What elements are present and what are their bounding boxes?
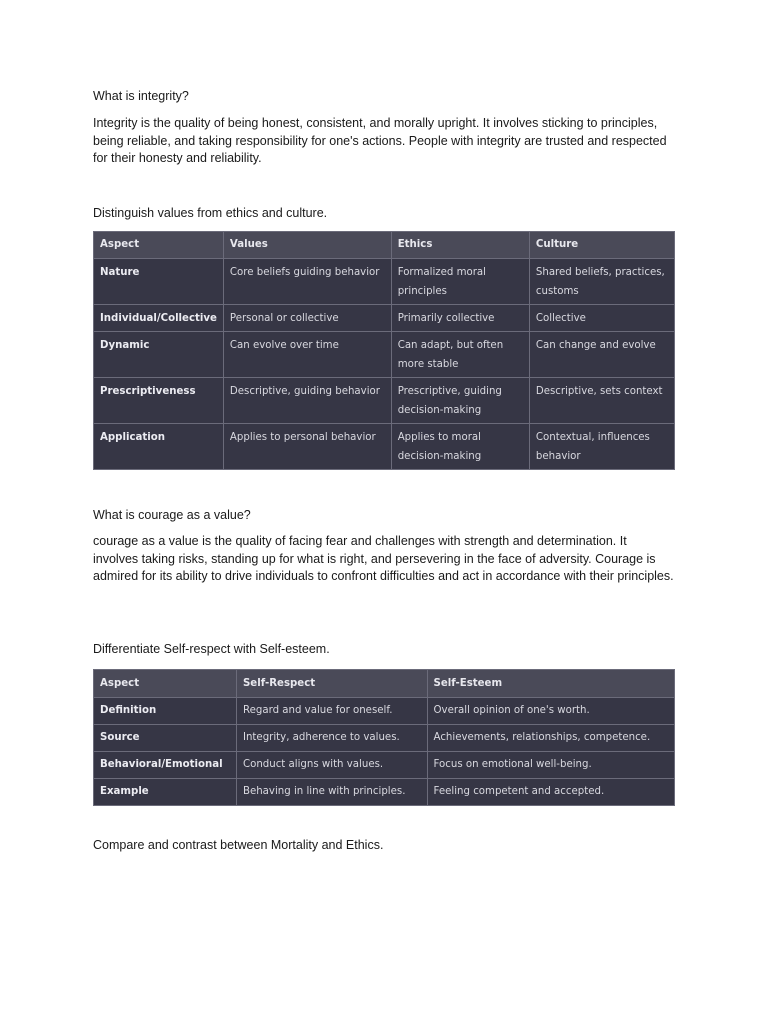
- row-label: Example: [94, 779, 237, 806]
- row-label: Dynamic: [94, 332, 224, 378]
- question-values-ethics-culture: Distinguish values from ethics and culture.: [93, 206, 328, 220]
- question-integrity: What is integrity?: [93, 89, 189, 103]
- table-cell: Can adapt, but often more stable: [391, 332, 529, 378]
- table-cell: Can change and evolve: [529, 332, 674, 378]
- question-mortality-ethics: Compare and contrast between Mortality and Ethics.: [93, 838, 384, 852]
- question-self-respect-esteem: Differentiate Self-respect with Self-esteem.: [93, 642, 330, 656]
- table-row: [94, 779, 675, 806]
- table-cell: Focus on emotional well-being.: [427, 752, 674, 779]
- table-cell: Contextual, influences behavior: [529, 424, 674, 470]
- table-cell: Achievements, relationships, competence.: [427, 725, 674, 752]
- table-header-row: [94, 232, 675, 259]
- table-cell: Descriptive, sets context: [529, 378, 674, 424]
- table-header-cell: Self-Respect: [236, 670, 427, 698]
- table-cell: Behaving in line with principles.: [236, 779, 427, 806]
- table-cell: Applies to moral decision-making: [391, 424, 529, 470]
- table-cell: Conduct aligns with values.: [236, 752, 427, 779]
- question-courage: What is courage as a value?: [93, 508, 251, 522]
- table-row: [94, 725, 675, 752]
- table-row: [94, 424, 675, 470]
- table-row: [94, 332, 675, 378]
- table-row: [94, 752, 675, 779]
- table-cell: Descriptive, guiding behavior: [223, 378, 391, 424]
- table-cell: Shared beliefs, practices, customs: [529, 259, 674, 305]
- table-cell: Personal or collective: [223, 305, 391, 332]
- self-respect-esteem-table: [93, 669, 675, 806]
- table-header-cell: Ethics: [391, 232, 529, 259]
- table-cell: Core beliefs guiding behavior: [223, 259, 391, 305]
- table-row: [94, 378, 675, 424]
- table-cell: Can evolve over time: [223, 332, 391, 378]
- answer-integrity: Integrity is the quality of being honest, consistent, and morally upright. It involves sticking to principles, being reliable, and taking responsibility for one's actions. People with integrity are trusted and respected for their honesty and reliability.: [93, 116, 667, 166]
- table-row: [94, 305, 675, 332]
- row-label: Behavioral/Emotional: [94, 752, 237, 779]
- table-header-cell: Self-Esteem: [427, 670, 674, 698]
- table-header-cell: Aspect: [94, 232, 224, 259]
- row-label: Definition: [94, 698, 237, 725]
- table-cell: Collective: [529, 305, 674, 332]
- row-label: Individual/Collective: [94, 305, 224, 332]
- table-cell: Prescriptive, guiding decision-making: [391, 378, 529, 424]
- table-header-row: [94, 670, 675, 698]
- row-label: Nature: [94, 259, 224, 305]
- table-cell: Integrity, adherence to values.: [236, 725, 427, 752]
- table-cell: Overall opinion of one's worth.: [427, 698, 674, 725]
- values-ethics-culture-table: [93, 231, 675, 470]
- row-label: Application: [94, 424, 224, 470]
- table-header-cell: Culture: [529, 232, 674, 259]
- table-row: [94, 259, 675, 305]
- table-cell: Applies to personal behavior: [223, 424, 391, 470]
- table-header-cell: Values: [223, 232, 391, 259]
- table-cell: Feeling competent and accepted.: [427, 779, 674, 806]
- answer-courage: courage as a value is the quality of facing fear and challenges with strength and determination. It involves taking risks, standing up for what is right, and persevering in the face of adversity. Courage is admired for its ability to drive individuals to confront difficulties and act in accordance with their principles.: [93, 534, 674, 584]
- table-row: [94, 698, 675, 725]
- row-label: Prescriptiveness: [94, 378, 224, 424]
- table-header-cell: Aspect: [94, 670, 237, 698]
- table-cell: Regard and value for oneself.: [236, 698, 427, 725]
- table-cell: Primarily collective: [391, 305, 529, 332]
- row-label: Source: [94, 725, 237, 752]
- table-cell: Formalized moral principles: [391, 259, 529, 305]
